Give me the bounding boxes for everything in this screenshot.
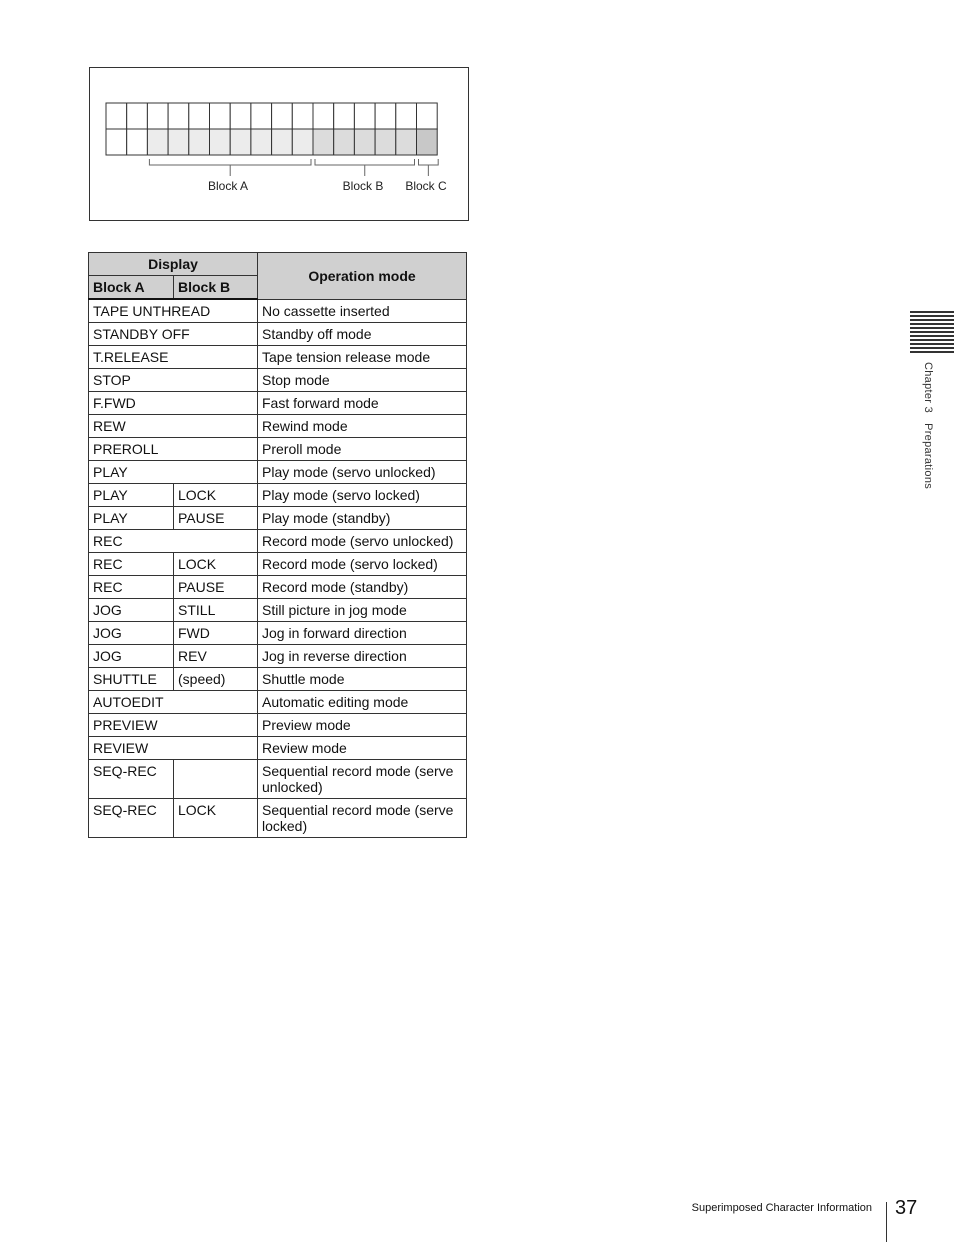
display-cell	[189, 103, 210, 129]
display-cell	[189, 129, 210, 155]
operation-mode-cell: No cassette inserted	[258, 299, 467, 323]
operation-mode-cell: Jog in forward direction	[258, 622, 467, 645]
display-cell	[396, 103, 417, 129]
operation-mode-cell: Still picture in jog mode	[258, 599, 467, 622]
table-row	[89, 392, 467, 415]
table-row	[89, 691, 467, 714]
block-a-cell: PLAY	[89, 507, 174, 530]
operation-mode-cell: Shuttle mode	[258, 668, 467, 691]
display-cell	[313, 129, 334, 155]
table-row	[89, 346, 467, 369]
operation-mode-cell: Review mode	[258, 737, 467, 760]
display-cell	[334, 129, 355, 155]
table-row	[89, 737, 467, 760]
page-number: 37	[895, 1197, 918, 1219]
operation-mode-cell: Sequential record mode (serve unlocked)	[258, 760, 467, 799]
block-a-cell: JOG	[89, 645, 174, 668]
block-a-cell: REC	[89, 530, 258, 553]
operation-mode-cell: Preroll mode	[258, 438, 467, 461]
display-cell	[375, 129, 396, 155]
block-b-cell: LOCK	[174, 553, 258, 576]
block-a-cell: PREROLL	[89, 438, 258, 461]
operation-mode-cell: Play mode (standby)	[258, 507, 467, 530]
block-a-cell: SEQ-REC	[89, 760, 174, 799]
display-cell	[168, 129, 189, 155]
operation-mode-cell: Tape tension release mode	[258, 346, 467, 369]
block-b-cell: PAUSE	[174, 576, 258, 599]
operation-mode-cell: Record mode (servo locked)	[258, 553, 467, 576]
operation-mode-header: Operation mode	[258, 253, 467, 300]
block-a-cell: STOP	[89, 369, 258, 392]
block-a-cell: REC	[89, 576, 174, 599]
display-cell	[127, 129, 148, 155]
display-cell	[313, 103, 334, 129]
table-row	[89, 645, 467, 668]
display-cell	[292, 129, 313, 155]
display-cell	[396, 129, 417, 155]
display-cell	[417, 103, 438, 129]
table-header-row	[89, 253, 467, 276]
display-cell	[292, 103, 313, 129]
operation-mode-table	[88, 252, 467, 838]
display-cell	[127, 103, 148, 129]
table-row	[89, 576, 467, 599]
table-row	[89, 553, 467, 576]
footer-section-title: Superimposed Character Information	[691, 1202, 872, 1214]
block-b-cell: (speed)	[174, 668, 258, 691]
table-row	[89, 668, 467, 691]
display-header: Display	[89, 253, 258, 276]
operation-mode-cell: Rewind mode	[258, 415, 467, 438]
display-cell	[354, 103, 375, 129]
block-a-cell: TAPE UNTHREAD	[89, 299, 258, 323]
block-a-cell: PREVIEW	[89, 714, 258, 737]
block-a-cell: JOG	[89, 622, 174, 645]
character-display-figure	[89, 67, 469, 221]
display-cell	[272, 103, 293, 129]
table-row	[89, 461, 467, 484]
table-row	[89, 530, 467, 553]
table-row	[89, 415, 467, 438]
table-row	[89, 599, 467, 622]
table-row	[89, 369, 467, 392]
block-a-cell: AUTOEDIT	[89, 691, 258, 714]
operation-mode-cell: Jog in reverse direction	[258, 645, 467, 668]
operation-mode-cell: Sequential record mode (serve locked)	[258, 799, 467, 838]
operation-mode-cell: Play mode (servo unlocked)	[258, 461, 467, 484]
block-a-cell: PLAY	[89, 484, 174, 507]
table-row	[89, 799, 467, 838]
display-cell	[106, 103, 127, 129]
display-cell	[230, 129, 251, 155]
block-a-cell: REVIEW	[89, 737, 258, 760]
block-a-header: Block A	[89, 276, 174, 300]
display-cell	[210, 129, 231, 155]
block-a-cell: F.FWD	[89, 392, 258, 415]
display-cell	[251, 129, 272, 155]
block-b-header: Block B	[174, 276, 258, 300]
operation-mode-cell: Record mode (servo unlocked)	[258, 530, 467, 553]
display-cell	[334, 103, 355, 129]
display-cell	[417, 129, 438, 155]
table-row	[89, 484, 467, 507]
operation-mode-cell: Automatic editing mode	[258, 691, 467, 714]
block-b-brace	[315, 159, 415, 176]
block-a-label: Block A	[207, 179, 249, 193]
display-cell	[210, 103, 231, 129]
display-cell	[147, 103, 168, 129]
block-a-brace	[149, 159, 311, 176]
display-cell	[230, 103, 251, 129]
block-b-cell	[174, 760, 258, 799]
block-b-cell: LOCK	[174, 799, 258, 838]
operation-mode-cell: Standby off mode	[258, 323, 467, 346]
block-a-cell: JOG	[89, 599, 174, 622]
operation-mode-cell: Record mode (standby)	[258, 576, 467, 599]
character-grid-diagram	[90, 68, 470, 222]
chapter-tab-text: Chapter 3 Preparations	[922, 362, 934, 490]
display-cell	[272, 129, 293, 155]
block-b-cell: PAUSE	[174, 507, 258, 530]
block-a-cell: STANDBY OFF	[89, 323, 258, 346]
table-row	[89, 438, 467, 461]
block-b-label: Block B	[342, 179, 384, 193]
block-c-label: Block C	[405, 179, 447, 193]
block-b-cell: REV	[174, 645, 258, 668]
block-c-brace	[419, 159, 439, 176]
block-b-cell: LOCK	[174, 484, 258, 507]
table-row	[89, 507, 467, 530]
operation-mode-cell: Preview mode	[258, 714, 467, 737]
table-row	[89, 760, 467, 799]
table-row	[89, 714, 467, 737]
block-a-cell: T.RELEASE	[89, 346, 258, 369]
display-cell	[147, 129, 168, 155]
table-body	[89, 299, 467, 838]
block-a-cell: PLAY	[89, 461, 258, 484]
block-a-cell: REW	[89, 415, 258, 438]
block-a-cell: REC	[89, 553, 174, 576]
display-cell	[168, 103, 189, 129]
display-cell	[375, 103, 396, 129]
operation-mode-cell: Stop mode	[258, 369, 467, 392]
table-row	[89, 622, 467, 645]
block-b-cell: FWD	[174, 622, 258, 645]
block-a-cell: SHUTTLE	[89, 668, 174, 691]
chapter-tab-marker	[910, 311, 954, 355]
table-row	[89, 323, 467, 346]
display-cell	[354, 129, 375, 155]
operation-mode-cell: Fast forward mode	[258, 392, 467, 415]
display-cell	[251, 103, 272, 129]
table-row	[89, 299, 467, 323]
block-b-cell: STILL	[174, 599, 258, 622]
display-cell	[106, 129, 127, 155]
operation-mode-cell: Play mode (servo locked)	[258, 484, 467, 507]
footer-divider	[886, 1202, 887, 1242]
block-a-cell: SEQ-REC	[89, 799, 174, 838]
